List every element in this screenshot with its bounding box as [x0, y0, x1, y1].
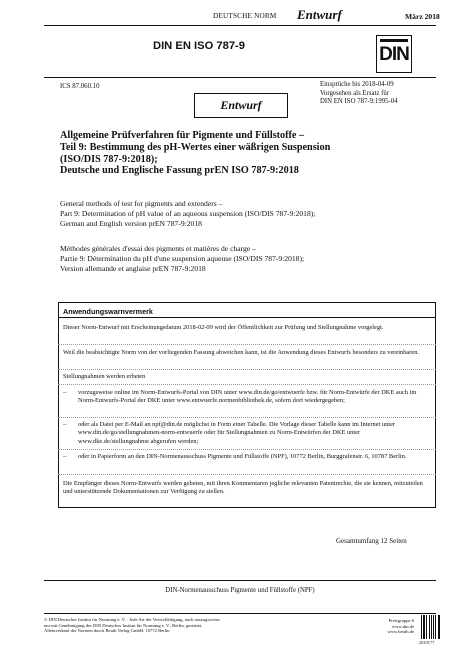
title-line: Partie 9: Détermination du pH d'une suspension aqueuse (ISO/DIS 787-9:2018);: [60, 253, 305, 263]
draft-info-line: Einsprüche bis 2018-04-09: [320, 81, 394, 88]
list-item-text: oder als Datei per E-Mail an npf@din.de möglichst in Form einer Tabelle. Die Vorlage dieser Tabelle kann im Internet unter www.din.de/go/stellungnahmen-norm-entwuerfe oder für Stellungnahmen zu Norm-Entwürfen der DKE unter www.dke.de/stellungnahme abgerufen werden;: [78, 421, 396, 445]
standard-number: DIN EN ISO 787-9: [152, 40, 246, 52]
separator: [58, 344, 436, 345]
header-norm-label: DEUTSCHE NORM: [213, 12, 277, 20]
barcode: [421, 615, 441, 639]
document-number: 2810177: [419, 640, 435, 645]
din-logo-text: DIN: [379, 44, 409, 65]
draft-info-line: Vorgesehen als Ersatz für: [320, 89, 390, 97]
title-rule: [44, 77, 436, 78]
separator: [58, 417, 436, 418]
publisher: DIN-Normenausschuss Pigmente und Füllstoffe (NPF): [165, 587, 315, 594]
header-date: März 2018: [405, 12, 440, 21]
beuth-website: www.beuth.de: [387, 629, 414, 635]
title-line: Deutsche und Englische Fassung prEN ISO 787-9:2018: [60, 165, 299, 177]
separator: [58, 384, 436, 385]
title-french: [60, 244, 445, 273]
din-website: www.din.de: [391, 623, 414, 629]
total-pages: Gesamtumfang 12 Seiten: [336, 537, 407, 545]
ics-code: ICS 87.060.10: [60, 83, 100, 90]
list-dash: –: [63, 421, 67, 428]
title-line: Méthodes générales d'essai des pigments et matières de charge –: [60, 244, 256, 253]
pages-rule: [44, 580, 436, 581]
separator: [58, 369, 436, 370]
separator: [58, 474, 436, 475]
warning-paragraph: Die Empfänger dieses Norm-Entwurfs werden gebeten, mit ihren Kommentaren jegliche relevanten Patentrechte, die sie kennen, mitzuteilen und unterstützende Dokumentationen zur Verfügung zu stellen.: [63, 480, 423, 496]
copyright-line: Alleinverkauf der Normen durch Beuth Verlag GmbH, 10772 Berlin: [44, 628, 170, 634]
draft-info: [320, 81, 398, 107]
din-logo: [376, 35, 412, 73]
copyright-notice: [44, 617, 334, 634]
header-rule: [44, 25, 436, 26]
title-line: Part 9: Determination of pH value of an aqueous suspension (ISO/DIS 787-9:2018);: [60, 208, 316, 218]
list-dash: –: [63, 389, 67, 396]
title-german: [60, 130, 440, 177]
warning-paragraph: Weil die beabsichtigte Norm von der vorliegenden Fassung abweichen kann, ist die Anwendung dieses Entwurfs besonders zu vereinbaren.: [63, 349, 420, 356]
list-dash: –: [63, 453, 67, 460]
warning-heading: Anwendungswarnvermerk: [63, 307, 153, 316]
copyright-line: nur mit Genehmigung des DIN Deutsches Institut für Normung e. V., Berlin, gestattet.: [44, 622, 203, 628]
copyright-line: © DIN Deutsches Institut für Normung e. V. · Jede Art der Vervielfältigung, auch auszugsweise,: [44, 617, 221, 622]
title-line: General methods of test for pigments and extenders –: [60, 199, 223, 208]
warning-paragraph: Stellungnahmen werden erbeten: [63, 373, 146, 380]
title-english: [60, 199, 445, 228]
title-line: German and English version prEN 787-9:2018: [60, 218, 202, 228]
draft-box: Entwurf: [194, 93, 288, 118]
price-group: Preisgruppe 6: [388, 618, 414, 623]
title-line: Allgemeine Prüfverfahren für Pigmente und Füllstoffe –: [60, 130, 305, 141]
warning-heading-rule: [58, 317, 436, 318]
header-draft-label: Entwurf: [297, 7, 342, 22]
title-line: Teil 9: Bestimmung des pH-Wertes einer wäßrigen Suspension: [60, 141, 331, 153]
footer-rule: [44, 613, 436, 614]
separator: [58, 449, 436, 450]
title-line: Version allemande et anglaise prEN 787-9:2018: [60, 263, 206, 273]
warning-paragraph: Dieser Norm-Entwurf mit Erscheinungsdatum 2018-02-09 wird der Öffentlichkeit zur Prüfung und Stellungnahme vorgelegt.: [63, 324, 384, 331]
list-item-text: vorzugsweise online im Norm-Entwurfs-Portal von DIN unter www.din.de/go/entwuerfe bzw. für Norm-Entwürfe der DKE auch im Norm-Entwurfs-Portal der DKE unter www.entwuerfe.normenbibliothek.de, sofern dort wiedergegeben;: [78, 389, 417, 405]
title-line: (ISO/DIS 787-9:2018);: [60, 153, 158, 165]
list-item-text: oder in Papierform an den DIN-Normenausschuss Pigmente und Füllstoffe (NPF), 10772 Berlin, Burggrafenstr. 6, 10787 Berlin.: [78, 453, 407, 460]
price-info: [354, 618, 414, 635]
draft-info-line: DIN EN ISO 787-9:1995-04: [320, 98, 398, 106]
